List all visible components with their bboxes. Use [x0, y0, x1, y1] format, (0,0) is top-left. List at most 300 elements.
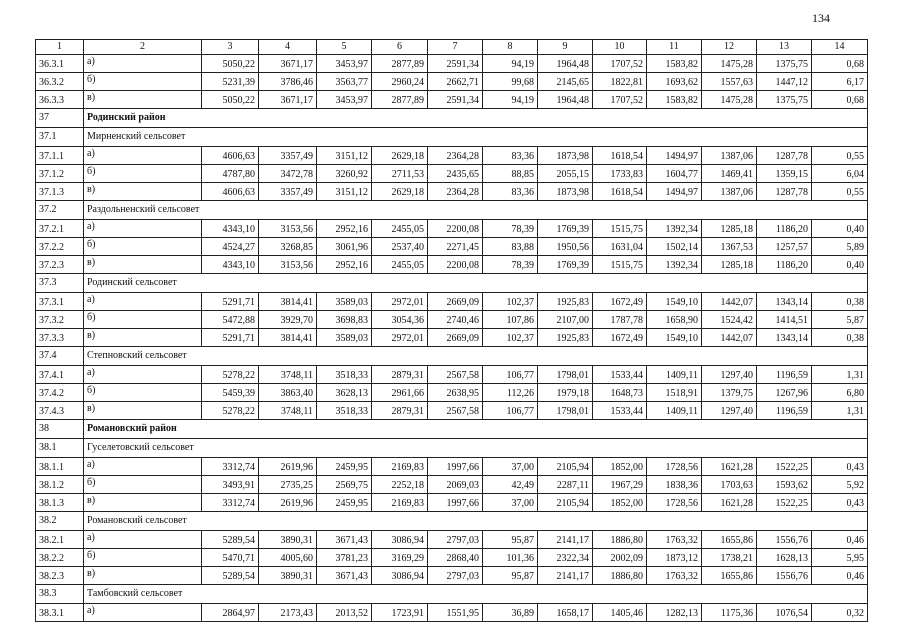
table-row: [36, 55, 868, 73]
value-cell: 1728,56: [647, 458, 702, 476]
value-cell: 2105,94: [538, 458, 593, 476]
district-row: [36, 109, 868, 128]
value-cell: 1494,97: [647, 183, 702, 201]
value-cell: 4524,27: [202, 238, 259, 256]
row-variant: б): [84, 238, 202, 256]
table-row: [36, 476, 868, 494]
value-cell: 1549,10: [647, 293, 702, 311]
value-cell: 3698,83: [317, 311, 372, 329]
column-header: 6: [372, 40, 428, 55]
section-code: 37.4: [36, 347, 84, 366]
value-cell: 78,39: [483, 220, 538, 238]
value-cell: 1852,00: [593, 458, 647, 476]
value-cell: 1873,12: [647, 549, 702, 567]
section-code: 37.2: [36, 201, 84, 220]
value-cell: 1533,44: [593, 366, 647, 384]
value-cell: 2107,00: [538, 311, 593, 329]
row-code: 37.3.3: [36, 329, 84, 347]
table-row: [36, 366, 868, 384]
value-cell: 2797,03: [428, 531, 483, 549]
table-row: [36, 311, 868, 329]
value-cell: 1763,32: [647, 567, 702, 585]
value-cell: 99,68: [483, 73, 538, 91]
column-header: 10: [593, 40, 647, 55]
value-cell: 2629,18: [372, 147, 428, 165]
council-row: [36, 585, 868, 604]
row-code: 37.1.3: [36, 183, 84, 201]
value-cell: 1392,34: [647, 220, 702, 238]
value-cell: 3814,41: [259, 293, 317, 311]
table-row: [36, 567, 868, 585]
table-row: [36, 494, 868, 512]
value-cell: 1409,11: [647, 366, 702, 384]
value-cell: 0,46: [812, 531, 868, 549]
row-variant: а): [84, 366, 202, 384]
value-cell: 0,32: [812, 604, 868, 622]
value-cell: 3169,29: [372, 549, 428, 567]
value-cell: 3151,12: [317, 183, 372, 201]
district-title: Родинский район: [84, 109, 868, 128]
value-cell: 3748,11: [259, 366, 317, 384]
value-cell: 1556,76: [757, 531, 812, 549]
value-cell: 2271,45: [428, 238, 483, 256]
table-row: [36, 73, 868, 91]
council-title: Мирненский сельсовет: [84, 128, 868, 147]
value-cell: 2459,95: [317, 494, 372, 512]
value-cell: 1392,34: [647, 256, 702, 274]
value-cell: 1769,39: [538, 256, 593, 274]
value-cell: 1655,86: [702, 567, 757, 585]
table-header-row: [36, 40, 868, 55]
value-cell: 94,19: [483, 91, 538, 109]
value-cell: 2069,03: [428, 476, 483, 494]
value-cell: 1186,20: [757, 220, 812, 238]
value-cell: 5289,54: [202, 567, 259, 585]
value-cell: 0,38: [812, 329, 868, 347]
value-cell: 88,85: [483, 165, 538, 183]
value-cell: 1658,17: [538, 604, 593, 622]
table-row: [36, 604, 868, 622]
council-title: Гуселетовский сельсовет: [84, 439, 868, 458]
value-cell: 2952,16: [317, 220, 372, 238]
value-cell: 1267,96: [757, 384, 812, 402]
value-cell: 1522,25: [757, 458, 812, 476]
value-cell: 3890,31: [259, 567, 317, 585]
council-title: Романовский сельсовет: [84, 512, 868, 531]
value-cell: 0,43: [812, 458, 868, 476]
value-cell: 95,87: [483, 531, 538, 549]
value-cell: 1728,56: [647, 494, 702, 512]
value-cell: 3312,74: [202, 458, 259, 476]
value-cell: 1593,62: [757, 476, 812, 494]
value-cell: 2567,58: [428, 366, 483, 384]
value-cell: 1076,54: [757, 604, 812, 622]
value-cell: 1798,01: [538, 402, 593, 420]
value-cell: 2173,43: [259, 604, 317, 622]
table-row: [36, 293, 868, 311]
value-cell: 1838,36: [647, 476, 702, 494]
value-cell: 1648,73: [593, 384, 647, 402]
value-cell: 1886,80: [593, 531, 647, 549]
value-cell: 2364,28: [428, 183, 483, 201]
column-header: 8: [483, 40, 538, 55]
value-cell: 3563,77: [317, 73, 372, 91]
value-cell: 5,89: [812, 238, 868, 256]
value-cell: 3518,33: [317, 402, 372, 420]
column-header: 3: [202, 40, 259, 55]
value-cell: 2735,25: [259, 476, 317, 494]
value-cell: 1186,20: [757, 256, 812, 274]
value-cell: 1997,66: [428, 494, 483, 512]
row-code: 37.1.1: [36, 147, 84, 165]
value-cell: 2879,31: [372, 366, 428, 384]
council-title: Степновский сельсовет: [84, 347, 868, 366]
table-row: [36, 256, 868, 274]
row-variant: в): [84, 256, 202, 274]
value-cell: 5,92: [812, 476, 868, 494]
value-cell: 1405,46: [593, 604, 647, 622]
value-cell: 102,37: [483, 293, 538, 311]
value-cell: 83,36: [483, 147, 538, 165]
value-cell: 1621,28: [702, 458, 757, 476]
row-code: 36.3.2: [36, 73, 84, 91]
value-cell: 6,17: [812, 73, 868, 91]
value-cell: 1522,25: [757, 494, 812, 512]
value-cell: 2960,24: [372, 73, 428, 91]
value-cell: 1343,14: [757, 293, 812, 311]
value-cell: 101,36: [483, 549, 538, 567]
column-header: 1: [36, 40, 84, 55]
value-cell: 1618,54: [593, 147, 647, 165]
row-variant: а): [84, 55, 202, 73]
value-cell: 3518,33: [317, 366, 372, 384]
row-variant: в): [84, 494, 202, 512]
value-cell: 3786,46: [259, 73, 317, 91]
row-code: 38.3.1: [36, 604, 84, 622]
value-cell: 3312,74: [202, 494, 259, 512]
value-cell: 1524,42: [702, 311, 757, 329]
value-cell: 5291,71: [202, 329, 259, 347]
council-row: [36, 128, 868, 147]
value-cell: 3814,41: [259, 329, 317, 347]
value-cell: 2591,34: [428, 91, 483, 109]
value-cell: 1672,49: [593, 329, 647, 347]
row-code: 37.3.1: [36, 293, 84, 311]
value-cell: 1533,44: [593, 402, 647, 420]
value-cell: 1557,63: [702, 73, 757, 91]
value-cell: 3268,85: [259, 238, 317, 256]
value-cell: 3357,49: [259, 183, 317, 201]
value-cell: 6,04: [812, 165, 868, 183]
value-cell: 3151,12: [317, 147, 372, 165]
column-header: 4: [259, 40, 317, 55]
value-cell: 1950,56: [538, 238, 593, 256]
value-cell: 2287,11: [538, 476, 593, 494]
value-cell: 1297,40: [702, 402, 757, 420]
value-cell: 1604,77: [647, 165, 702, 183]
value-cell: 4787,80: [202, 165, 259, 183]
council-title: Родинский сельсовет: [84, 274, 868, 293]
value-cell: 3589,03: [317, 293, 372, 311]
value-cell: 1469,41: [702, 165, 757, 183]
district-title: Романовский район: [84, 420, 868, 439]
value-cell: 1409,11: [647, 402, 702, 420]
value-cell: 1556,76: [757, 567, 812, 585]
value-cell: 37,00: [483, 458, 538, 476]
value-cell: 0,40: [812, 220, 868, 238]
council-title: Тамбовский сельсовет: [84, 585, 868, 604]
row-code: 38.2.1: [36, 531, 84, 549]
value-cell: 2567,58: [428, 402, 483, 420]
value-cell: 2002,09: [593, 549, 647, 567]
value-cell: 3671,17: [259, 55, 317, 73]
value-cell: 1733,83: [593, 165, 647, 183]
row-variant: а): [84, 531, 202, 549]
value-cell: 2638,95: [428, 384, 483, 402]
value-cell: 1693,62: [647, 73, 702, 91]
value-cell: 3781,23: [317, 549, 372, 567]
row-variant: а): [84, 220, 202, 238]
value-cell: 5050,22: [202, 55, 259, 73]
value-cell: 1375,75: [757, 91, 812, 109]
value-cell: 2200,08: [428, 220, 483, 238]
value-cell: 5459,39: [202, 384, 259, 402]
council-title: Раздольненский сельсовет: [84, 201, 868, 220]
value-cell: 1,31: [812, 366, 868, 384]
value-cell: 2972,01: [372, 329, 428, 347]
table-row: [36, 220, 868, 238]
value-cell: 36,89: [483, 604, 538, 622]
row-variant: в): [84, 329, 202, 347]
row-variant: в): [84, 91, 202, 109]
value-cell: 1475,28: [702, 91, 757, 109]
row-variant: а): [84, 604, 202, 622]
row-variant: б): [84, 549, 202, 567]
table-row: [36, 183, 868, 201]
value-cell: 1787,78: [593, 311, 647, 329]
value-cell: 2569,75: [317, 476, 372, 494]
value-cell: 102,37: [483, 329, 538, 347]
section-code: 37.3: [36, 274, 84, 293]
value-cell: 1631,04: [593, 238, 647, 256]
value-cell: 1287,78: [757, 147, 812, 165]
value-cell: 2252,18: [372, 476, 428, 494]
value-cell: 1798,01: [538, 366, 593, 384]
section-code: 38.1: [36, 439, 84, 458]
value-cell: 1475,28: [702, 55, 757, 73]
value-cell: 1175,36: [702, 604, 757, 622]
value-cell: 2619,96: [259, 458, 317, 476]
value-cell: 2711,53: [372, 165, 428, 183]
value-cell: 2864,97: [202, 604, 259, 622]
value-cell: 78,39: [483, 256, 538, 274]
value-cell: 2364,28: [428, 147, 483, 165]
table-row: [36, 329, 868, 347]
table-row: [36, 549, 868, 567]
value-cell: 1515,75: [593, 256, 647, 274]
value-cell: 106,77: [483, 402, 538, 420]
row-code: 38.1.2: [36, 476, 84, 494]
value-cell: 2537,40: [372, 238, 428, 256]
value-cell: 3086,94: [372, 567, 428, 585]
section-code: 37: [36, 109, 84, 128]
value-cell: 2169,83: [372, 494, 428, 512]
value-cell: 1282,13: [647, 604, 702, 622]
value-cell: 3671,43: [317, 567, 372, 585]
value-cell: 1414,51: [757, 311, 812, 329]
value-cell: 5,87: [812, 311, 868, 329]
value-cell: 1343,14: [757, 329, 812, 347]
value-cell: 2797,03: [428, 567, 483, 585]
value-cell: 2877,89: [372, 55, 428, 73]
value-cell: 1442,07: [702, 329, 757, 347]
value-cell: 1,31: [812, 402, 868, 420]
value-cell: 1769,39: [538, 220, 593, 238]
value-cell: 4343,10: [202, 256, 259, 274]
value-cell: 2141,17: [538, 531, 593, 549]
value-cell: 3061,96: [317, 238, 372, 256]
value-cell: 2952,16: [317, 256, 372, 274]
value-cell: 1925,83: [538, 293, 593, 311]
value-cell: 2669,09: [428, 293, 483, 311]
value-cell: 1964,48: [538, 55, 593, 73]
section-code: 38.2: [36, 512, 84, 531]
value-cell: 2459,95: [317, 458, 372, 476]
value-cell: 2591,34: [428, 55, 483, 73]
value-cell: 1287,78: [757, 183, 812, 201]
table-row: [36, 238, 868, 256]
row-code: 37.1.2: [36, 165, 84, 183]
column-header: 12: [702, 40, 757, 55]
value-cell: 1549,10: [647, 329, 702, 347]
section-code: 38: [36, 420, 84, 439]
value-cell: 1257,57: [757, 238, 812, 256]
table-row: [36, 458, 868, 476]
value-cell: 1886,80: [593, 567, 647, 585]
value-cell: 3890,31: [259, 531, 317, 549]
value-cell: 4606,63: [202, 183, 259, 201]
value-cell: 1852,00: [593, 494, 647, 512]
value-cell: 2629,18: [372, 183, 428, 201]
value-cell: 0,43: [812, 494, 868, 512]
row-variant: б): [84, 311, 202, 329]
row-variant: а): [84, 458, 202, 476]
tariff-table: [35, 39, 868, 622]
row-variant: в): [84, 402, 202, 420]
council-row: [36, 439, 868, 458]
value-cell: 1387,06: [702, 147, 757, 165]
value-cell: 1873,98: [538, 147, 593, 165]
row-code: 38.2.3: [36, 567, 84, 585]
value-cell: 2455,05: [372, 256, 428, 274]
value-cell: 1964,48: [538, 91, 593, 109]
value-cell: 1723,91: [372, 604, 428, 622]
value-cell: 2879,31: [372, 402, 428, 420]
value-cell: 3453,97: [317, 91, 372, 109]
section-code: 37.1: [36, 128, 84, 147]
value-cell: 37,00: [483, 494, 538, 512]
value-cell: 3086,94: [372, 531, 428, 549]
value-cell: 0,46: [812, 567, 868, 585]
value-cell: 1873,98: [538, 183, 593, 201]
value-cell: 6,80: [812, 384, 868, 402]
value-cell: 1997,66: [428, 458, 483, 476]
row-variant: б): [84, 165, 202, 183]
table-row: [36, 165, 868, 183]
row-code: 37.4.1: [36, 366, 84, 384]
value-cell: 1925,83: [538, 329, 593, 347]
row-variant: а): [84, 293, 202, 311]
value-cell: 2877,89: [372, 91, 428, 109]
value-cell: 1621,28: [702, 494, 757, 512]
value-cell: 3260,92: [317, 165, 372, 183]
value-cell: 112,26: [483, 384, 538, 402]
column-header: 9: [538, 40, 593, 55]
value-cell: 4343,10: [202, 220, 259, 238]
value-cell: 3671,17: [259, 91, 317, 109]
value-cell: 3671,43: [317, 531, 372, 549]
value-cell: 3863,40: [259, 384, 317, 402]
value-cell: 2322,34: [538, 549, 593, 567]
value-cell: 1703,63: [702, 476, 757, 494]
value-cell: 94,19: [483, 55, 538, 73]
value-cell: 1763,32: [647, 531, 702, 549]
value-cell: 1707,52: [593, 55, 647, 73]
value-cell: 1375,75: [757, 55, 812, 73]
value-cell: 3589,03: [317, 329, 372, 347]
value-cell: 1979,18: [538, 384, 593, 402]
row-code: 37.4.2: [36, 384, 84, 402]
value-cell: 106,77: [483, 366, 538, 384]
value-cell: 1658,90: [647, 311, 702, 329]
value-cell: 2619,96: [259, 494, 317, 512]
row-code: 36.3.3: [36, 91, 84, 109]
column-header: 13: [757, 40, 812, 55]
value-cell: 3054,36: [372, 311, 428, 329]
value-cell: 2455,05: [372, 220, 428, 238]
value-cell: 1618,54: [593, 183, 647, 201]
value-cell: 107,86: [483, 311, 538, 329]
value-cell: 1822,81: [593, 73, 647, 91]
value-cell: 3357,49: [259, 147, 317, 165]
value-cell: 2961,66: [372, 384, 428, 402]
value-cell: 1379,75: [702, 384, 757, 402]
row-variant: б): [84, 384, 202, 402]
column-header: 5: [317, 40, 372, 55]
council-row: [36, 512, 868, 531]
column-header: 14: [812, 40, 868, 55]
row-code: 37.4.3: [36, 402, 84, 420]
value-cell: 1367,53: [702, 238, 757, 256]
value-cell: 2169,83: [372, 458, 428, 476]
table-row: [36, 402, 868, 420]
value-cell: 1738,21: [702, 549, 757, 567]
value-cell: 5472,88: [202, 311, 259, 329]
value-cell: 5278,22: [202, 366, 259, 384]
value-cell: 2105,94: [538, 494, 593, 512]
value-cell: 1583,82: [647, 55, 702, 73]
value-cell: 0,55: [812, 147, 868, 165]
value-cell: 4606,63: [202, 147, 259, 165]
value-cell: 1196,59: [757, 366, 812, 384]
council-row: [36, 274, 868, 293]
district-row: [36, 420, 868, 439]
value-cell: 5278,22: [202, 402, 259, 420]
table-row: [36, 531, 868, 549]
row-variant: б): [84, 476, 202, 494]
table-row: [36, 384, 868, 402]
row-code: 37.2.1: [36, 220, 84, 238]
